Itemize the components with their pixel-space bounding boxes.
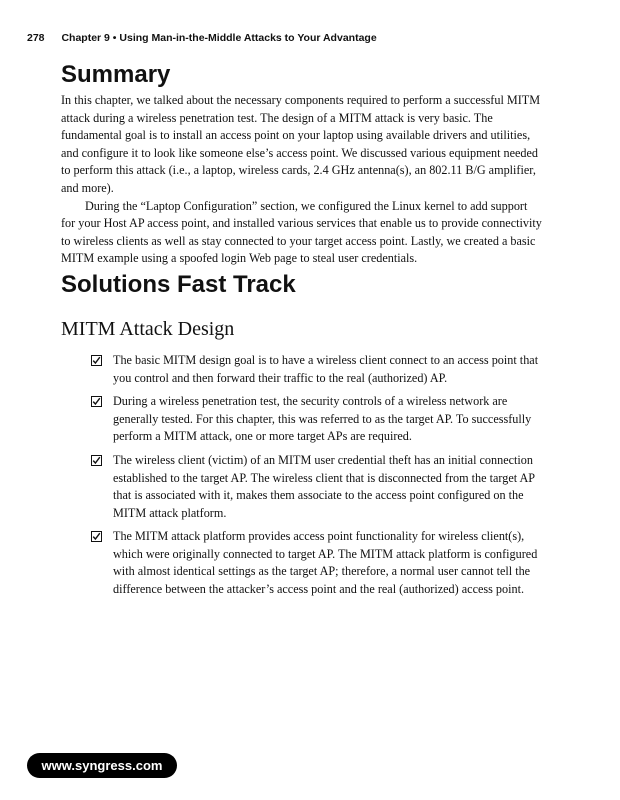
bullet-text: During a wireless penetration test, the security controls of a wireless network are generally tested. For this chapter, this was referred to as the target AP. To successfully perform a MITM attack, one or more target APs are required. bbox=[113, 394, 532, 444]
list-item bbox=[61, 452, 543, 522]
list-item bbox=[61, 393, 543, 446]
summary-paragraph: During the “Laptop Configuration” section, we configured the Linux kernel to add support for your Host AP access point, and installed various services that enable us to provide connectivity to wireless clients as well as stay connected to your target access point. Lastly, we created a basic MITM example using a spoofed login Web page to steal user credentials. bbox=[61, 198, 542, 266]
page-number: 278 bbox=[27, 32, 45, 44]
summary-heading: Summary bbox=[61, 61, 171, 88]
footer-site-url: www.syngress.com bbox=[41, 758, 163, 773]
bullet-text: The MITM attack platform provides access point functionality for wireless client(s), which were originally connected to target AP. The MITM attack platform is configured with almost identical settings as the target AP; therefore, a normal user cannot tell the difference between the attacker’s access point and the real (authorized) access point. bbox=[113, 529, 538, 597]
summary-paragraph: In this chapter, we talked about the necessary components required to perform a successful MITM attack during a wireless penetration test. The design of a MITM attack is very basic. The fundamental goal is to install an access point on your laptop using available drivers and utilities, and configure it to look like someone else’s access point. We discussed various equipment needed to perform this attack (i.e., a laptop, wireless cards, 2.4 GHz antenna(s), an 802.11 B/G amplifier, and more). bbox=[61, 93, 541, 195]
running-head bbox=[27, 32, 377, 44]
bullet-text: The wireless client (victim) of an MITM user credential theft has an initial connection established to the target AP. The wireless client that is disconnected from the target AP that is associated with it, makes them associate to the access point configured on the MITM attack platform. bbox=[113, 452, 535, 520]
list-item bbox=[61, 352, 543, 387]
fast-track-heading: Solutions Fast Track bbox=[61, 270, 296, 298]
fast-track-list bbox=[61, 352, 543, 599]
checkbox-checked-icon bbox=[91, 455, 102, 466]
checkbox-checked-icon bbox=[91, 396, 102, 407]
footer-site-badge bbox=[27, 753, 177, 778]
bullet-text: The basic MITM design goal is to have a wireless client connect to an access point that you control and then forward their traffic to the real (authorized) AP. bbox=[113, 352, 539, 385]
page-content bbox=[61, 58, 543, 605]
checkbox-checked-icon bbox=[91, 355, 102, 366]
list-item bbox=[61, 528, 543, 598]
fast-track-subheading: MITM Attack Design bbox=[61, 317, 235, 340]
checkbox-checked-icon bbox=[91, 531, 102, 542]
chapter-title: Chapter 9 • Using Man-in-the-Middle Attacks to Your Advantage bbox=[61, 32, 377, 44]
